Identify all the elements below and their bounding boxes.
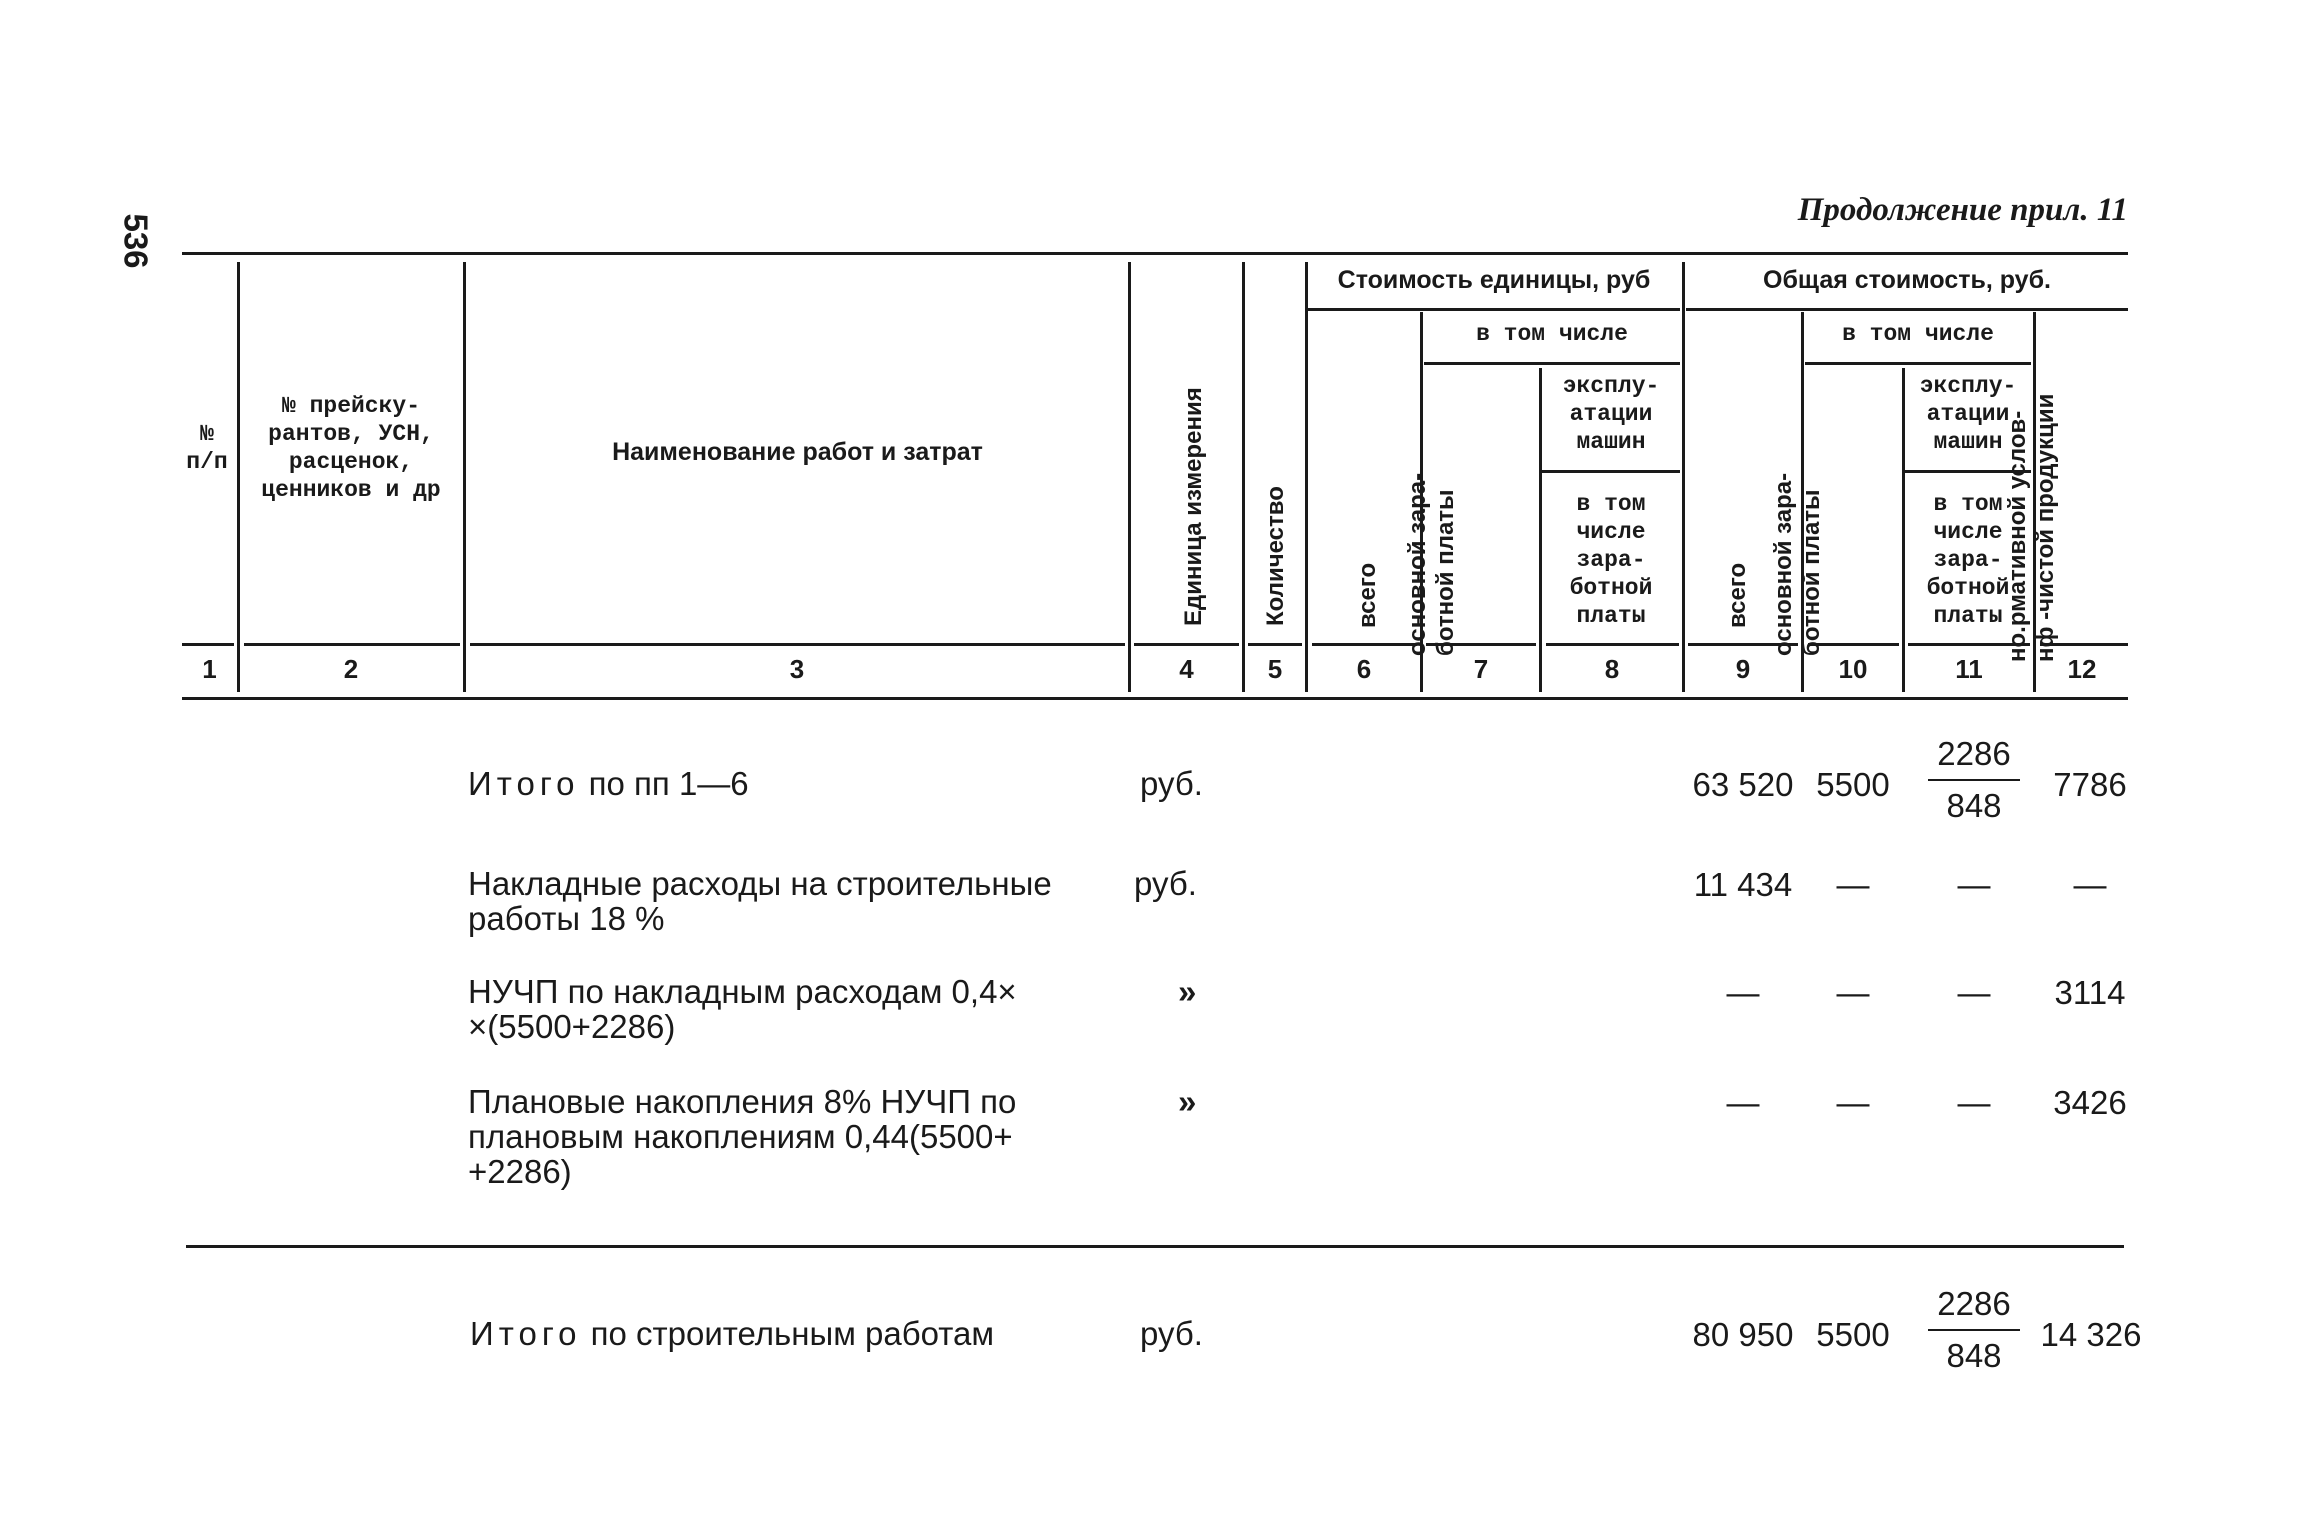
row-nuchp: — xyxy=(2073,866,2107,903)
header-col11: в том числе зара- ботной платы xyxy=(1926,491,2010,629)
row-machines: — xyxy=(1957,866,1991,903)
row-nuchp: 14 326 xyxy=(2040,1316,2142,1353)
total-separator xyxy=(186,1245,2124,1248)
col-number-9: 9 xyxy=(1735,654,1751,684)
row-wage: — xyxy=(1836,866,1870,903)
col-number-12: 12 xyxy=(2067,654,2097,684)
row-unit: руб. xyxy=(1140,1315,1203,1352)
row-total: 11 434 xyxy=(1693,866,1793,903)
row-nuchp: 3426 xyxy=(2053,1084,2127,1121)
row-unit: руб. xyxy=(1140,765,1203,802)
header-col6: всего xyxy=(1354,562,1381,628)
row-name: Итого по строительным работам xyxy=(470,1315,995,1352)
row-name: Итого по пп 1—6 xyxy=(468,765,749,802)
row-nuchp: 3114 xyxy=(2054,974,2126,1011)
row-total: 63 520 xyxy=(1692,766,1794,803)
row-unit: » xyxy=(1178,973,1197,1010)
row-wage: 5500 xyxy=(1816,766,1890,803)
header-col3: Наименование работ и затрат xyxy=(612,438,983,466)
page-number: 536 xyxy=(117,213,155,269)
row-machines-fraction: 2286 848 xyxy=(1922,735,2026,825)
col-number-4: 4 xyxy=(1179,654,1194,684)
header-col1: № п/п xyxy=(186,421,228,475)
header-col12: но.рмативной услов- нф -чистой продукции xyxy=(2004,393,2059,662)
row-total: — xyxy=(1726,974,1760,1011)
header-col2: № прейску- рантов, УСН, расценок, ценников и др xyxy=(261,393,441,503)
row-machines: — xyxy=(1957,1084,1991,1121)
header-col9: всего xyxy=(1724,562,1751,628)
row-unit: руб. xyxy=(1134,865,1197,902)
col-number-6: 6 xyxy=(1356,654,1372,684)
col-number-8: 8 xyxy=(1604,654,1620,684)
row-name: Накладные расходы на строительные работы 18 % xyxy=(468,865,1052,937)
col-number-10: 10 xyxy=(1838,654,1868,684)
header-col5: Количество xyxy=(1262,486,1289,626)
row-wage: — xyxy=(1836,1084,1870,1121)
col-number-11: 11 xyxy=(1955,654,1983,684)
col-number-2: 2 xyxy=(343,654,359,684)
header-machines-1: эксплу- атации машин xyxy=(1562,373,1660,455)
header-unit-cost: Стоимость единицы, руб xyxy=(1337,266,1651,294)
row-name: Плановые накопления 8% НУЧП по плановым накоплениям 0,44(5500+ +2286) xyxy=(468,1083,1017,1190)
row-wage: — xyxy=(1836,974,1870,1011)
col-number-5: 5 xyxy=(1267,654,1283,684)
col-number-3: 3 xyxy=(789,654,805,684)
col-number-7: 7 xyxy=(1473,654,1489,684)
col-number-1: 1 xyxy=(202,654,217,684)
header-col10: основной зара- ботной платы xyxy=(1770,472,1825,656)
row-nuchp: 7786 xyxy=(2053,766,2127,803)
header-machines-2: эксплу- атации машин xyxy=(1919,373,2017,455)
header-total-cost: Общая стоимость, руб. xyxy=(1763,266,2051,294)
header-col4: Единица измерения xyxy=(1180,387,1207,626)
header-col8: в том числе зара- ботной платы xyxy=(1569,491,1653,629)
continuation-label: Продолжение прил. 11 xyxy=(1797,192,2128,228)
row-unit: » xyxy=(1178,1083,1197,1120)
row-wage: 5500 xyxy=(1816,1316,1890,1353)
header-col7: основной зара- ботной платы xyxy=(1404,472,1459,656)
row-machines-fraction: 2286 848 xyxy=(1922,1285,2026,1375)
header-including-2: в том числе xyxy=(1842,321,1994,347)
row-total: — xyxy=(1726,1084,1760,1121)
row-machines: — xyxy=(1957,974,1991,1011)
row-total: 80 950 xyxy=(1692,1316,1794,1353)
header-including-1: в том числе xyxy=(1476,321,1628,347)
row-name: НУЧП по накладным расходам 0,4× ×(5500+2286) xyxy=(468,973,1017,1045)
